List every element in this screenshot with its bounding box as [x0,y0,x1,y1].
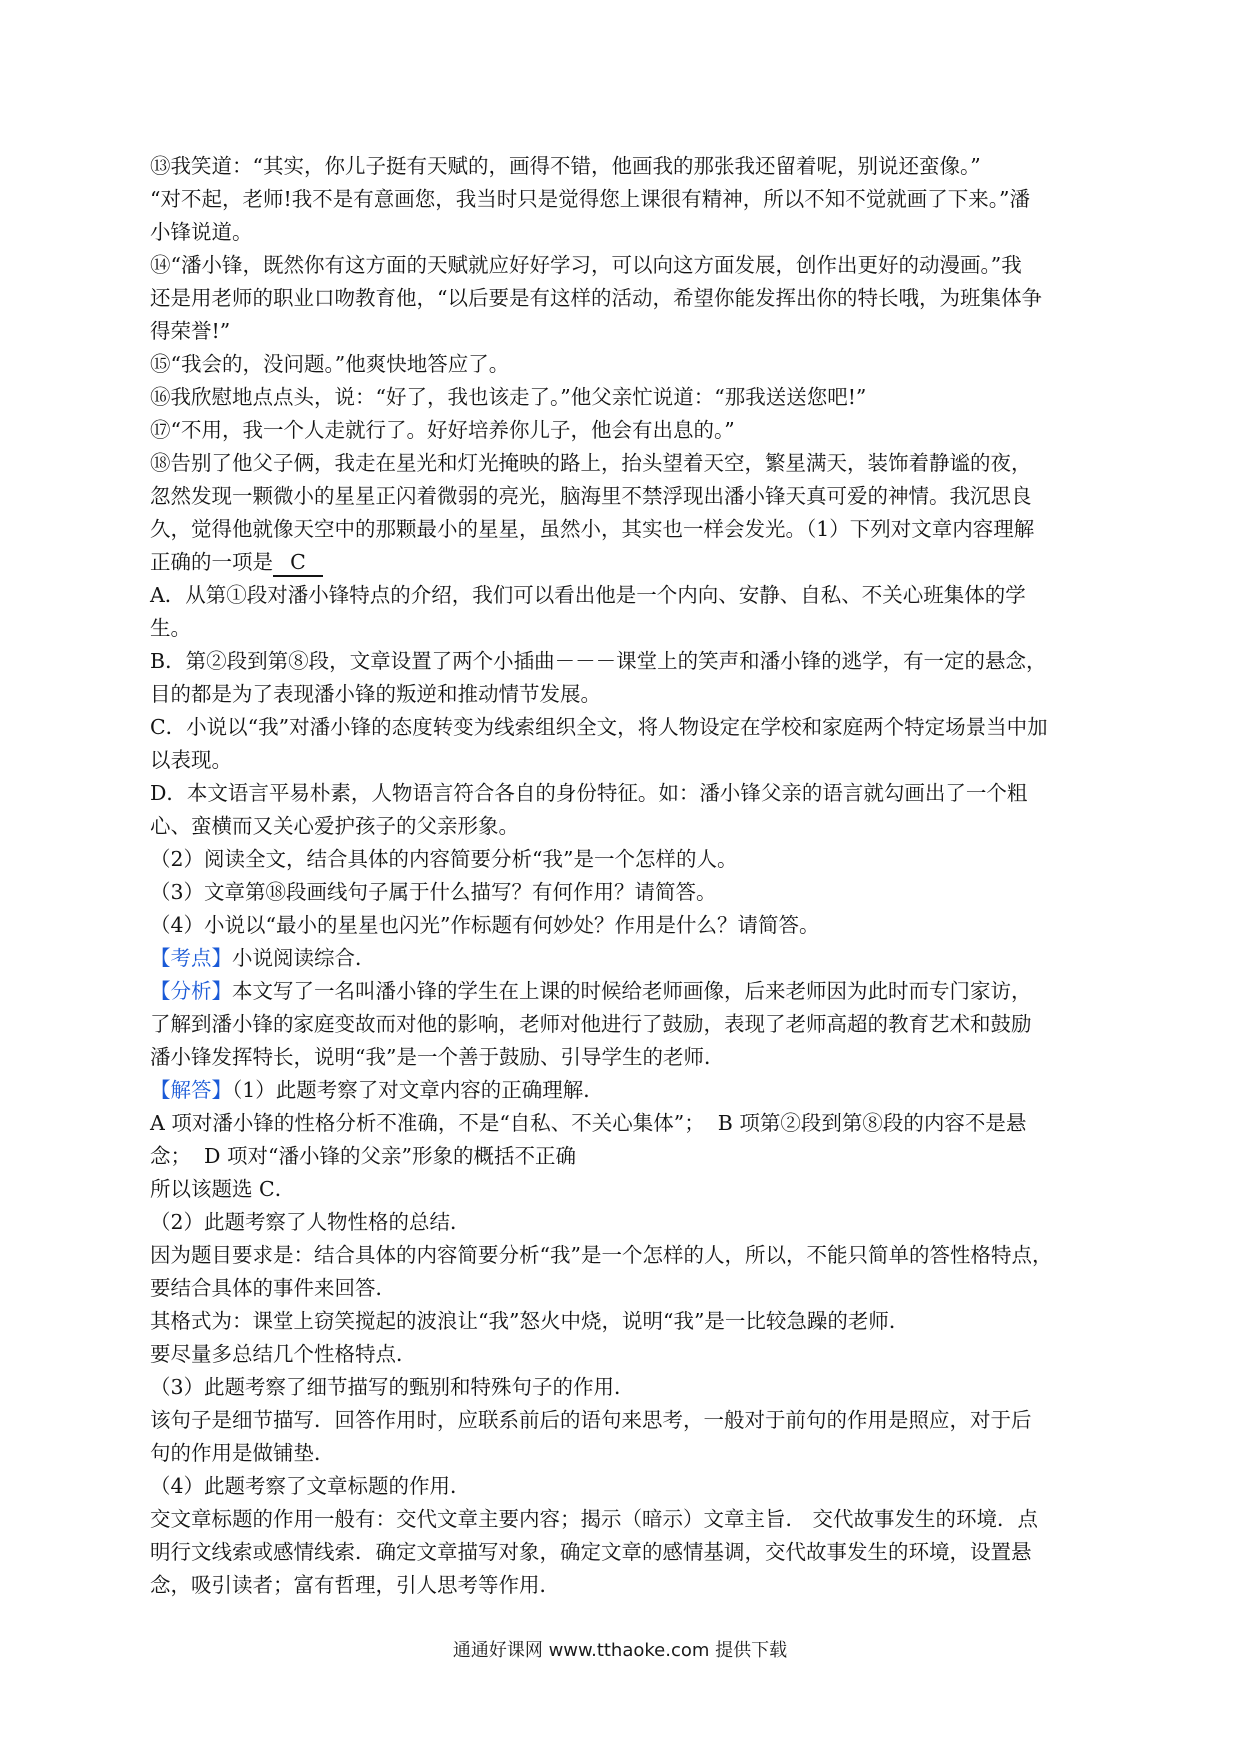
text-line: D．本文语言平易朴素，人物语言符合各自的身份特征。如：潘小锋父亲的语言就勾画出了一个粗 [150,781,1028,805]
text-line: B．第②段到第⑧段，文章设置了两个小插曲－－－课堂上的笑声和潘小锋的逃学，有一定的悬念， [150,649,1047,673]
text-line: ⑮“我会的，没问题。”他爽快地答应了。 [150,352,510,376]
kaodian-tag: 【考点】 [150,946,232,970]
kaodian-text: 小说阅读综合． [232,946,376,970]
text-line: 心、蛮横而又关心爱护孩子的父亲形象。 [150,814,519,838]
text-line: 久，觉得他就像天空中的那颗最小的星星，虽然小，其实也一样会发光。（1）下列对文章内容理解 [150,517,1035,541]
text-line: ⑯我欣慰地点点头，说：“好了，我也该走了。”他父亲忙说道：“那我送送您吧!” [150,385,867,409]
text-line: （4）小说以“最小的星星也闪光”作标题有何妙处？作用是什么？请简答。 [150,913,820,937]
fenxi-first-text: 本文写了一名叫潘小锋的学生在上课的时候给老师画像，后来老师因为此时而专门家访， [232,979,1032,1003]
text-line: （4）此题考察了文章标题的作用． [150,1474,471,1498]
text-line: 要结合具体的事件来回答． [150,1276,396,1300]
text-line: ⑱告别了他父子俩，我走在星光和灯光掩映的路上，抬头望着天空，繁星满天，装饰着静谧的夜， [150,451,1032,475]
text-line: 了解到潘小锋的家庭变故而对他的影响，老师对他进行了鼓励，表现了老师高超的教育艺术和鼓励 [150,1012,1032,1036]
text-line: 生。 [150,616,191,640]
options-and-questions [150,579,1095,942]
question-1-answer: C [273,549,323,577]
text-line: 要尽量多总结几个性格特点． [150,1342,417,1366]
text-line: 目的都是为了表现潘小锋的叛逆和推动情节发展。 [150,682,601,706]
text-line: 还是用老师的职业口吻教育他，“以后要是有这样的活动，希望你能发挥出你的特长哦，为班集体争 [150,286,1042,310]
text-line: ⑬我笑道：“其实，你儿子挺有天赋的，画得不错，他画我的那张我还留着呢，别说还蛮像。” [150,154,981,178]
text-line: 明行文线索或感情线索．确定文章描写对象，确定文章的感情基调，交代故事发生的环境，设置悬 [150,1540,1032,1564]
text-line: C．小说以“我”对潘小锋的态度转变为线索组织全文，将人物设定在学校和家庭两个特定场景当中加 [150,715,1048,739]
text-line: 其格式为：课堂上窃笑搅起的波浪让“我”怒火中烧，说明“我”是一比较急躁的老师． [150,1309,910,1333]
text-line: “对不起，老师!我不是有意画您，我当时只是觉得您上课很有精神，所以不知不觉就画了下来。”潘 [150,187,1030,211]
text-line: 念； D 项对“潘小锋的父亲”形象的概括不正确 [150,1144,576,1168]
text-line: （2）此题考察了人物性格的总结． [150,1210,471,1234]
jieda-line [150,1074,1095,1107]
jieda-continuation [150,1107,1095,1602]
kaodian-line [150,942,1095,975]
fenxi-tag: 【分析】 [150,979,232,1003]
jieda-tag: 【解答】 [150,1078,232,1102]
fenxi-continuation [150,1008,1095,1074]
question-1-prefix: 正确的一项是 [150,550,273,574]
page-footer: 通通好课网 www.tthaoke.com 提供下载 [452,1640,788,1661]
text-line: 小锋说道。 [150,220,253,244]
text-line: 句的作用是做铺垫． [150,1441,335,1465]
text-line: 因为题目要求是：结合具体的内容简要分析“我”是一个怎样的人，所以，不能只简单的答性格特点， [150,1243,1053,1267]
text-line: ⑭“潘小锋，既然你有这方面的天赋就应好好学习，可以向这方面发展，创作出更好的动漫画。”我 [150,253,1022,277]
text-line: 念，吸引读者；富有哲理，引人思考等作用． [150,1573,560,1597]
text-line: （3）此题考察了细节描写的甄别和特殊句子的作用． [150,1375,635,1399]
text-line: A．从第①段对潘小锋特点的介绍，我们可以看出他是一个内向、安静、自私、不关心班集体的学 [150,583,1026,607]
text-line: 该句子是细节描写．回答作用时，应联系前后的语句来思考，一般对于前句的作用是照应，对于后 [150,1408,1032,1432]
text-line: 所以该题选 C． [150,1177,296,1201]
text-line: A 项对潘小锋的性格分析不准确，不是“自私、不关心集体”； B 项第②段到第⑧段的内容不是悬 [150,1111,1027,1135]
jieda-first-text: （1）此题考察了对文章内容的正确理解． [232,1078,604,1102]
question-1-stem [150,546,1095,579]
text-line: 交文章标题的作用一般有：交代文章主要内容；揭示（暗示）文章主旨． 交代故事发生的环境．点 [150,1507,1039,1531]
document-body [150,150,1095,1602]
story-paragraphs [150,150,1095,546]
fenxi-line [150,975,1095,1008]
text-line: 忽然发现一颗微小的星星正闪着微弱的亮光，脑海里不禁浮现出潘小锋天真可爱的神情。我沉思良 [150,484,1032,508]
text-line: 潘小锋发挥特长，说明“我”是一个善于鼓励、引导学生的老师． [150,1045,725,1069]
text-line: ⑰“不用，我一个人走就行了。好好培养你儿子，他会有出息的。” [150,418,735,442]
text-line: 以表现。 [150,748,232,772]
text-line: （2）阅读全文，结合具体的内容简要分析“我”是一个怎样的人。 [150,847,738,871]
text-line: （3）文章第⑱段画线句子属于什么描写？有何作用？请简答。 [150,880,717,904]
text-line: 得荣誉!” [150,319,231,343]
